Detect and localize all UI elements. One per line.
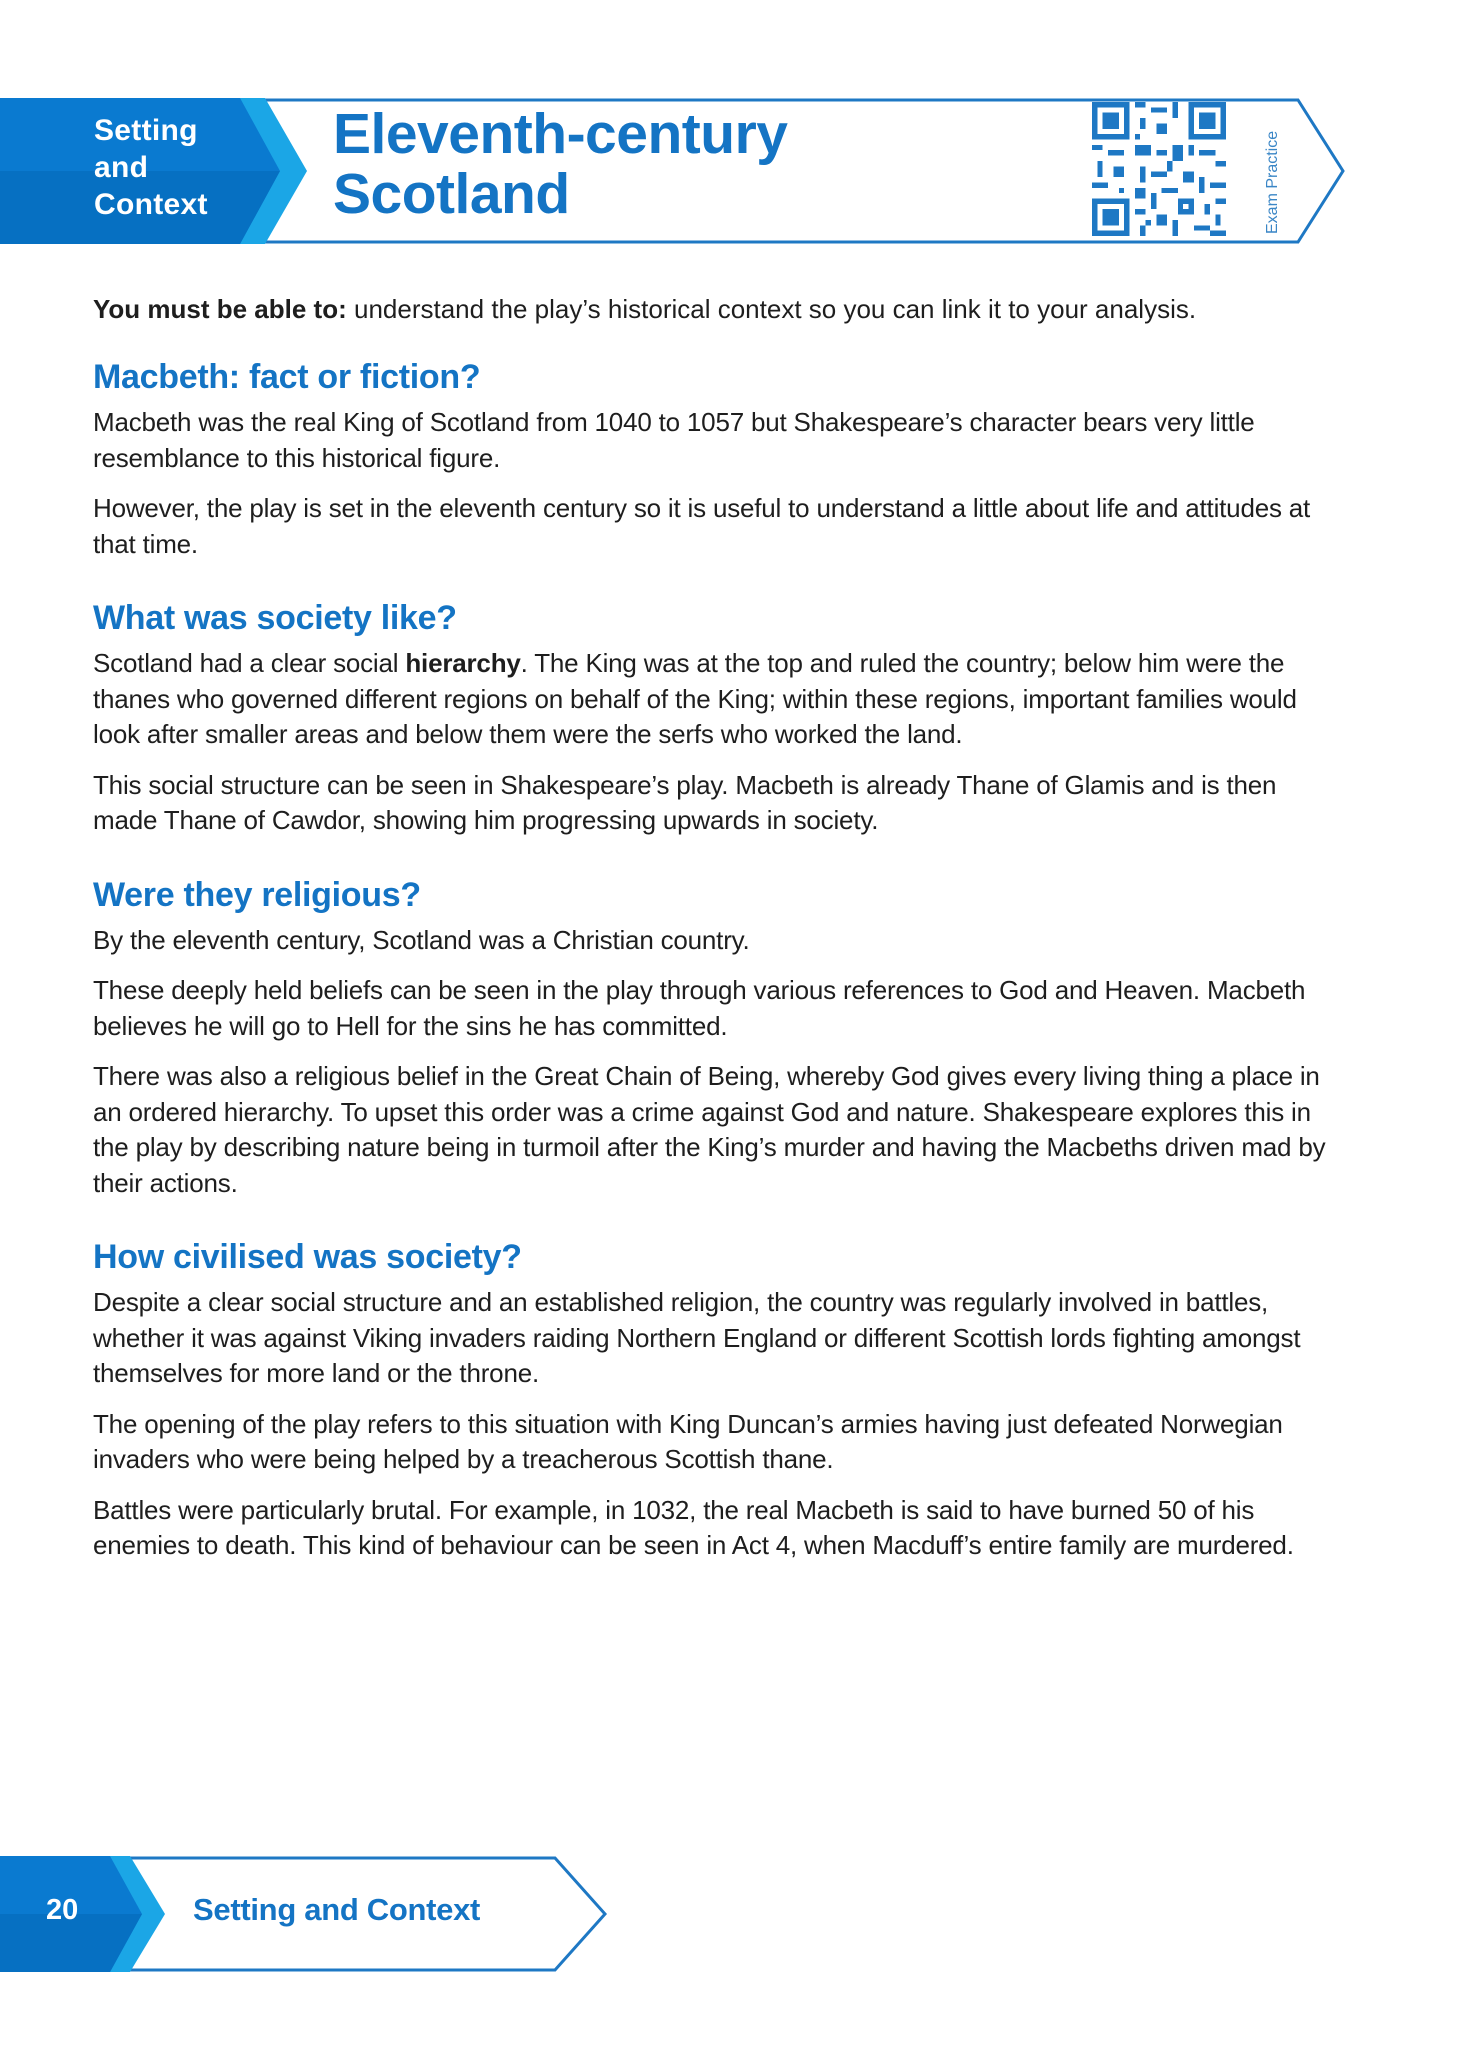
section-label-line: and xyxy=(94,151,149,184)
section-heading: Macbeth: fact or fiction? xyxy=(93,358,481,396)
paragraph: Despite a clear social structure and an established religion, the country was regularly involved in battles, whether it was against Viking invaders raiding Northern England or different Scottish lords fighting amongst themselves for more land or the throne. xyxy=(93,1287,1301,1388)
paragraph: Battles were particularly brutal. For example, in 1032, the real Macbeth is said to have burned 50 of his enemies to death. This kind of behaviour can be seen in Act 4, when Macduff’s entire family are murdered. xyxy=(93,1494,1294,1560)
paragraph xyxy=(93,646,1333,753)
section-label xyxy=(94,112,208,223)
paragraph: Macbeth was the real King of Scotland from 1040 to 1057 but Shakespeare’s character bears very little resemblance to this historical figure. xyxy=(93,407,1255,473)
section-heading: Were they religious? xyxy=(93,875,421,914)
section-label-line: Context xyxy=(94,188,208,221)
section-society xyxy=(93,596,1333,839)
page-title xyxy=(333,104,787,224)
objective-text: understand the play’s historical context so you can link it to your analysis. xyxy=(346,294,1197,324)
paragraph: By the eleventh century, Scotland was a Christian country. xyxy=(93,924,750,955)
section-fact-or-fiction xyxy=(93,355,1333,562)
qr-code-icon[interactable] xyxy=(1092,102,1226,236)
paragraph: This social structure can be seen in Shakespeare’s play. Macbeth is already Thane of Glamis and is then made Thane of Cawdor, showing him progressing upwards in society. xyxy=(93,769,1277,835)
section-heading: What was society like? xyxy=(93,599,457,637)
paragraph: These deeply held beliefs can be seen in the play through various references to God and Heaven. Macbeth believes he will go to Hell for the sins he has committed. xyxy=(93,975,1306,1041)
paragraph: The opening of the play refers to this situation with King Duncan’s armies having just defeated Norwegian invaders who were being helped by a treacherous Scottish thane. xyxy=(93,1408,1283,1474)
section-religion xyxy=(93,873,1333,1202)
paragraph-text: . The King was at the top and ruled the country; below him were the thanes who governed different regions on behalf of the King; within these regions, important families would look after smaller areas and below them were the serfs who worked the land. xyxy=(93,648,1297,749)
exam-practice-label: Exam Practice xyxy=(1264,130,1281,234)
qr-code-block[interactable] xyxy=(1092,102,1292,240)
chapter-header-banner xyxy=(0,98,1467,244)
page-title-line: Eleventh-century xyxy=(333,102,788,166)
page-title-line: Scotland xyxy=(333,162,570,226)
objective-label: You must be able to: xyxy=(93,294,347,324)
paragraph-text: Scotland had a clear social xyxy=(93,648,406,678)
learning-objective xyxy=(93,292,1333,327)
page-number: 20 xyxy=(46,1894,79,1926)
keyword-hierarchy: hierarchy xyxy=(405,648,521,678)
section-civilisation xyxy=(93,1235,1333,1564)
page-content xyxy=(93,292,1333,1598)
section-label-line: Setting xyxy=(94,114,198,147)
page-footer xyxy=(0,1856,620,1972)
paragraph: However, the play is set in the eleventh century so it is useful to understand a little about life and attitudes at that time. xyxy=(93,493,1311,559)
paragraph: There was also a religious belief in the Great Chain of Being, whereby God gives every living thing a place in an ordered hierarchy. To upset this order was a crime against God and nature. Shakespeare explores this in the play by describing nature being in turmoil after the King’s murder and having the Macbeths driven mad by their actions. xyxy=(93,1061,1326,1198)
section-heading: How civilised was society? xyxy=(93,1238,522,1276)
footer-section-label: Setting and Context xyxy=(193,1892,481,1927)
